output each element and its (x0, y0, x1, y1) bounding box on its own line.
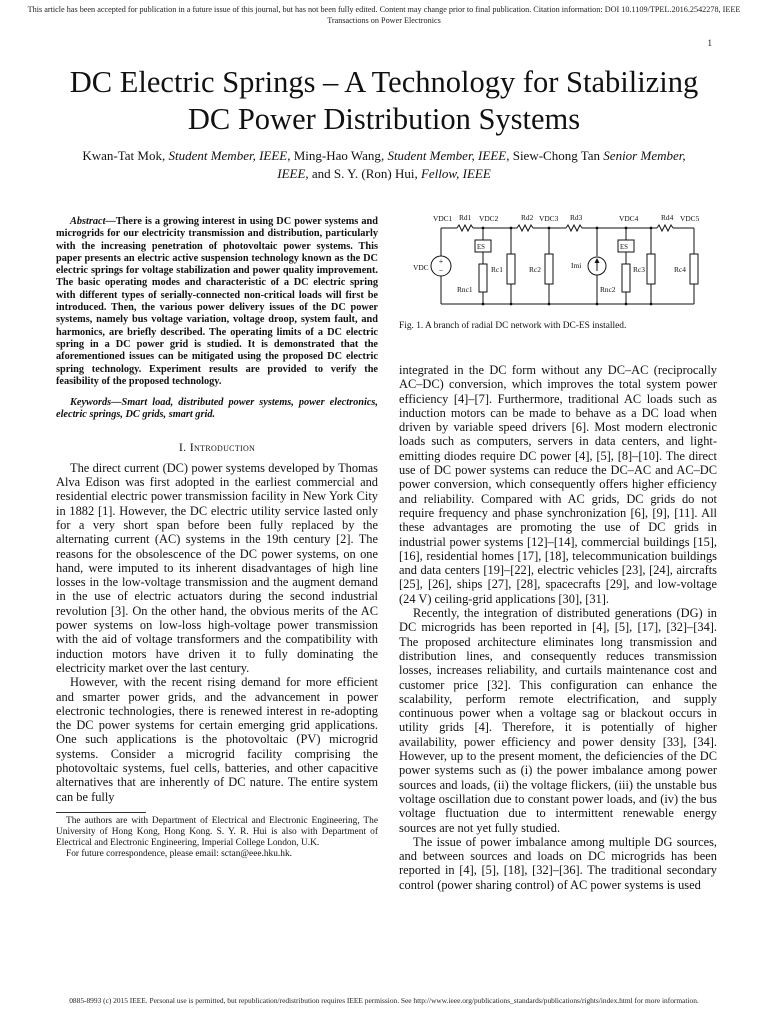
title-line-1: DC Electric Springs – A Technology for Stabilizing (69, 65, 699, 99)
svg-text:−: − (438, 266, 444, 275)
label-rc2: Rc2 (529, 265, 541, 274)
author-name: Kwan-Tat Mok (82, 148, 162, 163)
title-line-2: DC Power Distribution Systems (187, 102, 581, 136)
label-rd3: Rd3 (570, 213, 583, 222)
left-column (56, 216, 378, 861)
author-name: S. Y. (Ron) Hui (333, 166, 415, 181)
footnote-email: For future correspondence, please email: sctan@eee.hku.hk. (66, 849, 292, 860)
footnote-affiliation: The authors are with Department of Electrical and Electronic Engineering, The University of Hong Kong, Hong Kong. S. Y. R. Hui is also with Department of Electrical and Electronic Engineering, Imperial College London, U.K. (56, 815, 378, 849)
author-role: Student Member, IEEE (387, 148, 507, 163)
body-paragraph: integrated in the DC form without any DC–AC (reciprocally AC–DC) conversion, which improves the total system power efficiency [4]–[7]. Furthermore, traditional AC loads such as induction motors can be made to behave as a DC load when driven by variable speed drivers [6]. Most modern electronic loads such as computers, servers in data centers, and light-emitting diodes require DC power [4], [5], [8]–[10]. The direct use of DC power systems can reduce the DC–AC and AC–DC power conversion, which consequently offers higher efficiency and reliability. Compared with AC grids, DC grids do not require frequency and phase synchronization [6], [9], [11]. All these advantages are promoting the use of DC grids in industrial power systems [12]–[14], commercial buildings [15], [16], residential homes [17], [18], telecommunication buildings and data centers [19]–[22], electric vehicles [23], [24], aircrafts [25], [26], ships [27], [28], spacecrafts [29], and low-voltage (24 V) ceiling-grid applications [30], [31]. (399, 363, 717, 606)
author-name: Ming-Hao Wang (293, 148, 381, 163)
svg-text:+: + (438, 257, 444, 266)
label-vdc5: VDC5 (680, 214, 700, 223)
label-rd2: Rd2 (521, 213, 534, 222)
abstract-text: —There is a growing interest in using DC power systems and microgrids for our electricity transmission and distribution, particularly with the increasing penetration of photovoltaic power systems. This paper presents an electric active suspension technology known as the DC electric springs for voltage stabilization and power quality improvement. The basic operating modes and characteristic of a DC electric spring with different types of serially-connected non-critical loads will first be introduced. Then, the various power delivery issues of the DC power systems, namely bus voltage variation, voltage droop, system fault, and harmonics, are briefly described. The operating limits of a DC electric spring in a DC power grid is studied. It is demonstrated that the aforementioned issues can be mitigated using the proposed DC electric spring technology. Experiment results are provided to verify the feasibility of the proposed technology. (56, 216, 378, 387)
body-paragraph: The issue of power imbalance among multiple DG sources, and between sources and loads on DC microgrids has been reported in [4], [5], [18], [32]–[36]. The traditional secondary control (power sharing control) of AC power systems is used (399, 834, 717, 892)
label-vdc4: VDC4 (619, 214, 639, 223)
keywords (56, 397, 378, 422)
section-heading-introduction: I. Introduction (178, 439, 256, 454)
label-vdc: VDC (413, 263, 429, 272)
paper-title (30, 64, 738, 138)
figure-caption: Fig. 1. A branch of radial DC network with DC-ES installed. (399, 321, 627, 331)
label-rnc1: Rnc1 (457, 285, 473, 294)
label-vdc3: VDC3 (539, 214, 559, 223)
label-rnc2: Rnc2 (600, 285, 616, 294)
body-paragraph: However, with the recent rising demand for more efficient and smarter power grids, and the advancement in power electronic technologies, there is renewed interest in re-adopting the DC power systems for certain emerging grid applications. One such applications is the photovoltaic (PV) microgrid systems. Consider a microgrid facility comprising the photovoltaic systems, fuel cells, batteries, and other capacitive alternatives that are inherently of DC nature. The entire system can be fully (56, 675, 378, 804)
abstract-label: Abstract (70, 216, 106, 227)
label-vdc2: VDC2 (479, 214, 499, 223)
body-paragraph: Recently, the integration of distributed generations (DG) in DC microgrids has been reported in [4], [5], [17], [32]–[34]. The proposed architecture eliminates long transmission and distribution lines, and consequently reduces transmission losses, increases reliability, and curtails maintenance cost and customer price [32]. This configuration can enhance the scalability, perform remote electrification, and supply continuous power when a voltage sag or blackout occurs in utility grids [4]. Therefore, it is potentially of higher availability, power efficiency and power density [33], [34]. However, up to the present moment, the deficiencies of the DC power systems such as (i) the power imbalance among power sources and loads, (ii) the voltage flickers, (iii) the unstable bus voltage oscillation due to constant power loads, and (iv) the bus voltage fluctuation due to intermittent renewable energy sources are not yet fully studied. (399, 606, 717, 835)
label-vdc1: VDC1 (433, 214, 453, 223)
author-role: Fellow, IEEE (420, 166, 491, 181)
journal-notice: This article has been accepted for publication in a future issue of this journal, but has not been fully edited. Content may change prior to final publication. Citation information: DOI 10.1109/TPEL.2016.2542278, IEEE Transactions on Power Electronics (27, 5, 741, 25)
label-es-2: ES (620, 244, 628, 251)
author-role: Student Member, IEEE (168, 148, 288, 163)
label-rc3: Rc3 (633, 265, 645, 274)
author-role: Senior Member, IEEE (277, 148, 686, 181)
label-rc1: Rc1 (491, 265, 503, 274)
author-name: Siew-Chong Tan (512, 148, 601, 163)
label-rd4: Rd4 (661, 213, 674, 222)
right-column (399, 363, 717, 892)
label-rd1: Rd1 (459, 213, 472, 222)
page-number: 1 (707, 38, 712, 48)
abstract (56, 216, 378, 388)
label-es-1: ES (477, 244, 485, 251)
author-list: Kwan-Tat Mok, Student Member, IEEE, Ming-Hao Wang, Student Member, IEEE, Siew-Chong Tan Senior Member, IEEE, and S. Y. (Ron) Hui, Fellow, IEEE (82, 148, 686, 181)
copyright-notice: 0885-8993 (c) 2015 IEEE. Personal use is permitted, but republication/redistribution requires IEEE permission. See http://www.ieee.org/publications_standards/publications/rights/index.html for more information. (69, 996, 699, 1005)
circuit-diagram (399, 208, 717, 316)
body-paragraph: The direct current (DC) power systems developed by Thomas Alva Edison was first adopted in the earliest commercial and residential electric power transmission facility in New York City in 1882 [1]. However, the DC electric utility service lasted only for a very short span before been fully replaced by the alternating current (AC) systems in the 19th century [2]. The reasons for the obsolescence of the DC power systems, on one hand, were imputed to its inherent disadvantages of high line losses in the low-voltage transmission and the augment demand in the use of electric actuators during the second industrial revolution [3]. On the other hand, the obvious merits of the AC power systems on low-loss high-voltage power transmission with the aid of voltage transformers and the compatibility with induction motors have driven it to fully dominating the electricity market over the last century. (56, 460, 378, 675)
keywords-text: —Smart load, distributed power systems, power electronics, electric springs, DC grids, smart grid. (56, 397, 378, 421)
footnote-divider (56, 812, 146, 813)
label-rc4: Rc4 (674, 265, 686, 274)
keywords-label: Keywords (70, 397, 112, 409)
label-imi: Imi (571, 261, 582, 270)
